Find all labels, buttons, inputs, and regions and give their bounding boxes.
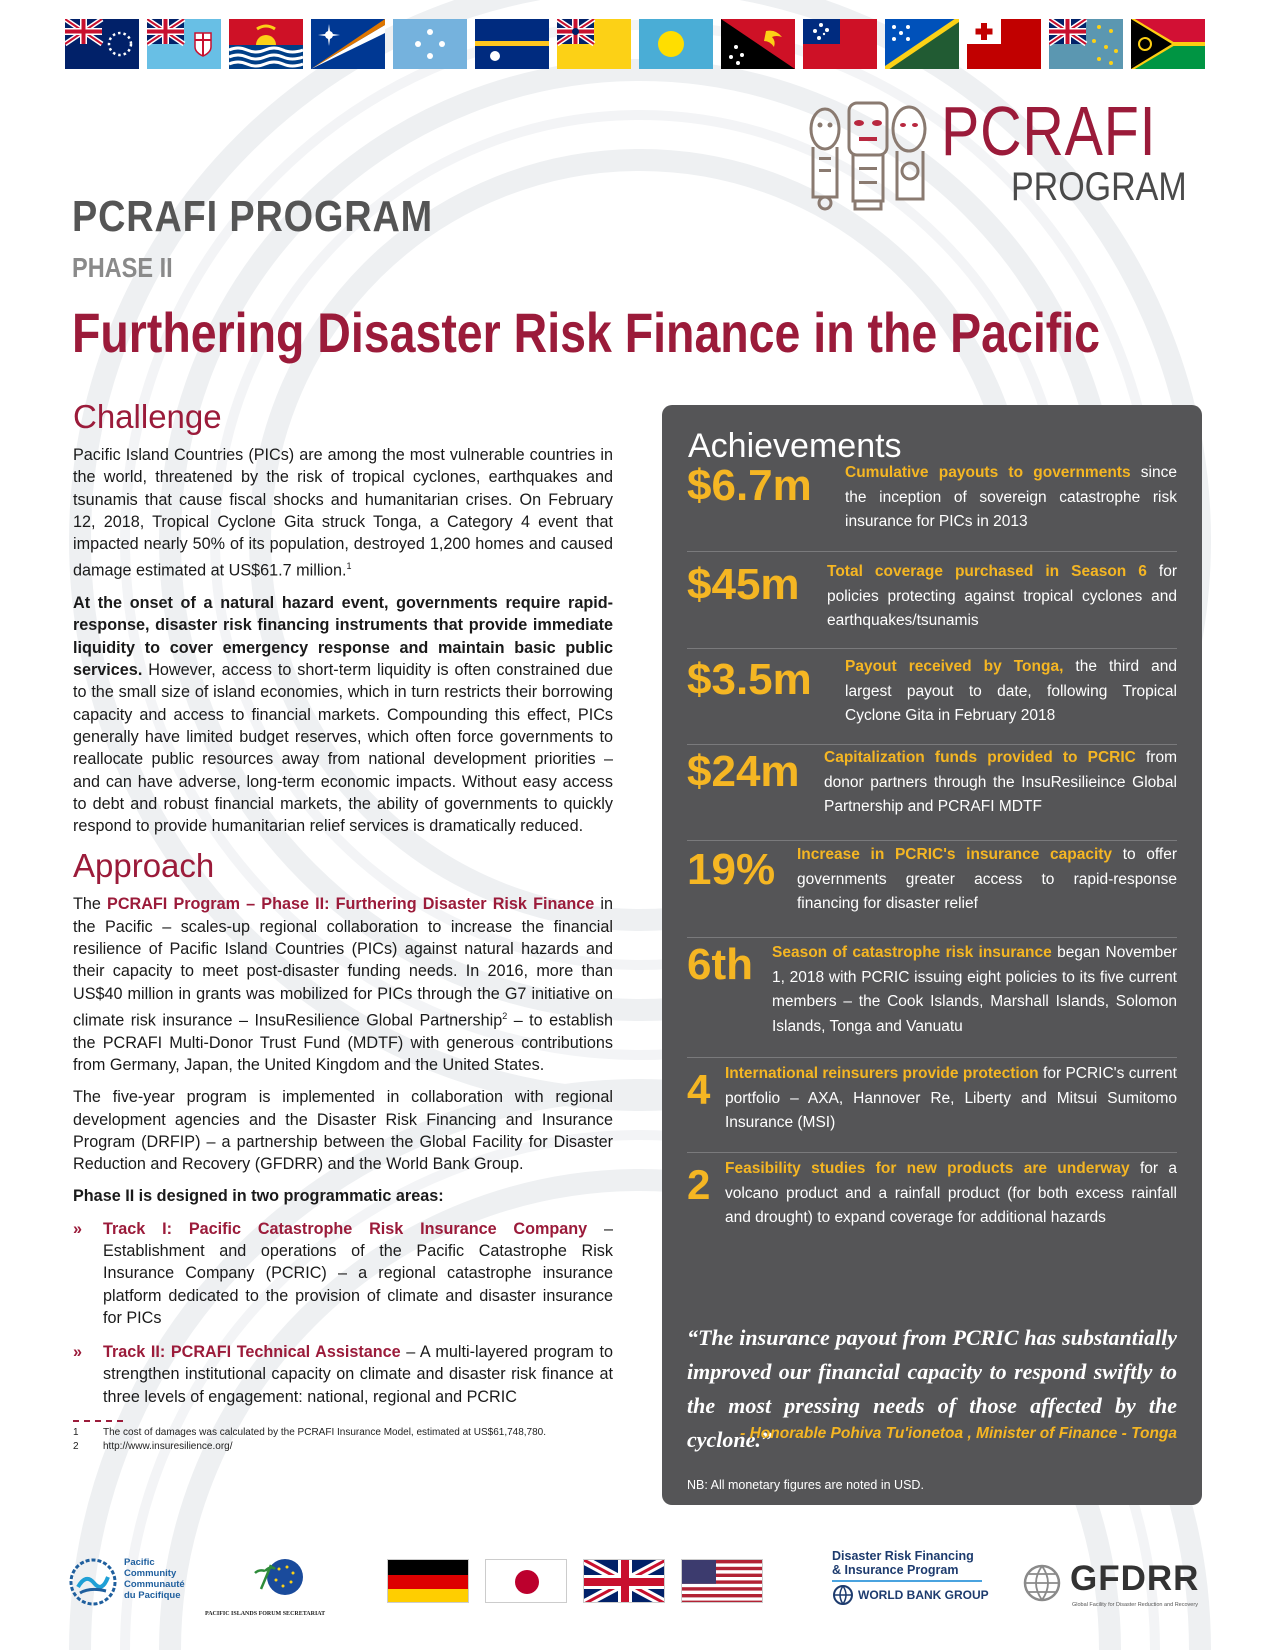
track-list	[73, 1218, 613, 1408]
achievement-item	[687, 455, 1177, 552]
chevron-right-icon: »	[73, 1343, 83, 1362]
challenge-heading: Challenge	[73, 398, 222, 435]
footnote: 1 The cost of damages was calculated by the PCRAFI Insurance Model, estimated at US$61,748,780.	[73, 1427, 547, 1439]
gfdrr-logo: GFDRR Global Facility for Disaster Reduction and Recovery	[1020, 1559, 1210, 1619]
list-item: » Track II: PCRAFI Technical Assistance – A multi-layered program to strengthen institutional capacity on climate and disaster risk finance at three levels of engagement: national, regional and PCRIC	[73, 1343, 613, 1406]
list-item: » Track I: Pacific Catastrophe Risk Insurance Company – Establishment and operations of the Pacific Catastrophe Risk Insurance Company (PCRIC) – a regional catastrophe insurance platform dedicated to the provision of climate and disaster insurance for PICs	[73, 1219, 613, 1327]
pifs-logo: PACIFIC ISLANDS FORUM SECRETARIAT	[205, 1549, 365, 1619]
minister-quote: “The insurance payout from PCRIC has substantially improved our financial capacity to respond swiftly to the most pressing needs of those affected by the cyclone.”	[687, 1325, 1177, 1452]
achievement-item	[687, 1153, 1177, 1248]
achievement-figure: $45m	[687, 560, 800, 609]
flag-samoa	[803, 19, 877, 69]
logo-subtitle: PROGRAM	[1011, 165, 1187, 209]
flag-united-states	[681, 1559, 763, 1603]
mask-carvings-icon	[803, 97, 938, 215]
achievement-figure: $24m	[687, 747, 800, 796]
achievement-text: Payout received by Tonga, the third and largest payout to date, following Tropical Cyclone Gita in February 2018	[845, 658, 1177, 725]
achievements-heading: Achievements	[688, 427, 902, 465]
flag-row	[65, 19, 1210, 69]
flag-niue	[557, 19, 631, 69]
approach-paragraph-2: The five-year program is implemented in collaboration with regional development agencies and the Disaster Risk Financing and Insurance Program (DRFIP) – a partnership between the Global Facility for Disaster Reduction and Recovery (GFDRR) and the World Bank Group.	[73, 1088, 613, 1174]
achievement-text: International reinsurers provide protection for PCRIC's current portfolio – AXA, Hannover Re, Liberty and Mitsui Sumitomo Insurance (MSI)	[725, 1065, 1177, 1132]
achievement-item	[687, 938, 1177, 1058]
flag-united-kingdom	[583, 1559, 665, 1603]
logo-word: PCRAFI	[941, 92, 1157, 170]
achievement-figure: $3.5m	[687, 655, 812, 704]
flag-nauru	[475, 19, 549, 69]
achievement-figure: 4	[687, 1066, 711, 1113]
pcrafi-program-logo	[803, 92, 1213, 215]
approach-paragraph-3: Phase II is designed in two programmatic areas:	[73, 1187, 444, 1206]
left-column	[73, 398, 613, 1454]
achievement-text: Feasibility studies for new products are underway for a volcano product and a rainfall product (for both excess rainfall and drought) to expand coverage for additional hazards	[725, 1160, 1177, 1227]
achievement-text: Capitalization funds provided to PCRIC from donor partners through the InsuResilieince Global Partnership and PCRAFI MDTF	[824, 749, 1177, 816]
achievement-text: Cumulative payouts to governments since the inception of sovereign catastrophe risk insurance for PICs in 2013	[845, 464, 1177, 531]
flag-palau	[639, 19, 713, 69]
approach-paragraph-1: The PCRAFI Program – Phase II: Furthering Disaster Risk Finance in the Pacific – scales-up regional collaboration to increase the financial resilience of Pacific Island Countries (PICs) against natural hazards and their capacity to meet post-disaster funding needs. In 2016, more than US$40 million in grants was mobilized for PICs through the G7 initiative on climate risk insurance – InsuResilience Global Partnership$^2$ – to establish the PCRAFI Multi-Donor Trust Fund (MDTF) with generous contributions from Germany, Japan, the United Kingdom and the United States.	[73, 895, 613, 1074]
world-bank-group-logo: WORLD BANK GROUP	[832, 1588, 992, 1602]
flag-cook-islands	[65, 19, 139, 69]
achievement-text: Increase in PCRIC's insurance capacity to offer governments greater access to rapid-response financing for disaster relief	[797, 846, 1177, 913]
flag-micronesia	[393, 19, 467, 69]
achievement-item	[687, 745, 1177, 841]
flag-tuvalu	[1049, 19, 1123, 69]
achievement-text: Total coverage purchased in Season 6 for policies protecting against tropical cyclones and earthquakes/tsunamis	[827, 563, 1177, 630]
program-highlight: PCRAFI Program – Phase II: Furthering Disaster Risk Finance	[107, 895, 595, 914]
flag-solomon-islands	[885, 19, 959, 69]
achievement-figure: 2	[687, 1161, 711, 1208]
quote-attribution: - Honorable Pohiva Tu'ionetoa , Minister of Finance - Tonga	[740, 1425, 1177, 1442]
flag-tonga	[967, 19, 1041, 69]
achievement-item	[687, 841, 1177, 938]
chevron-right-icon: »	[73, 1219, 83, 1238]
footnote-ref: 1	[346, 561, 352, 572]
footnote-ref: 2	[502, 1010, 508, 1021]
partner-logos	[0, 1545, 1275, 1625]
achievement-item	[687, 1058, 1177, 1153]
pacific-community-logo: Pacific Community Communauté du Pacifique	[68, 1557, 198, 1613]
achievement-item	[687, 552, 1177, 649]
pacific-community-icon	[68, 1557, 118, 1607]
pifs-emblem-icon	[253, 1549, 313, 1605]
challenge-paragraph-1: Pacific Island Countries (PICs) are among the most vulnerable countries in the world, threatened by the risk of tropical cyclones, earthquakes and tsunamis that cause fiscal shocks and humanitarian crises. On February 12, 2018, Tropical Cyclone Gita struck Tonga, a Category 4 event that impacted nearly 50% of its population, destroyed 1,200 homes and caused damage estimated at US$61.7 million.$^1$	[73, 446, 613, 580]
flag-kiribati	[229, 19, 303, 69]
flag-japan	[485, 1559, 567, 1603]
flag-germany	[387, 1559, 469, 1603]
approach-heading: Approach	[73, 847, 215, 885]
flag-papua-new-guinea	[721, 19, 795, 69]
drfip-logo: Disaster Risk Financing & Insurance Program WORLD BANK GROUP	[832, 1549, 992, 1621]
flag-vanuatu	[1131, 19, 1205, 69]
globe-icon	[1022, 1563, 1062, 1603]
flag-marshall-islands	[311, 19, 385, 69]
achievement-item	[687, 649, 1177, 745]
achievement-figure: 19%	[687, 845, 776, 894]
program-title: PCRAFI PROGRAM	[72, 192, 434, 241]
phase-label: PHASE II	[72, 252, 173, 283]
footnote: 2 http://www.insuresilience.org/	[73, 1441, 233, 1453]
footnote-divider	[73, 1420, 123, 1422]
challenge-paragraph-2: At the onset of a natural hazard event, governments require rapid-response, disaster risk financing instruments that provide immediate liquidity to cover emergency response and maintain basic public services. However, access to short-term liquidity is often constrained due to the small size of island economies, which in turn restricts their borrowing capacity and access to financial markets. Compounding this effect, PICs generally have limited budget reserves, which often force governments to reallocate public resources away from national development priorities – and can have adverse, long-term economic impacts. Without easy access to debt and robust financial markets, the ability of governments to quickly respond to provide humanitarian relief services is dramatically reduced.	[73, 594, 613, 836]
achievement-figure: 6th	[687, 940, 753, 989]
flag-fiji	[147, 19, 221, 69]
globe-icon	[832, 1584, 854, 1606]
main-title: Furthering Disaster Risk Finance in the Pacific	[72, 301, 1101, 364]
achievement-figure: $6.7m	[687, 461, 812, 510]
achievements-panel	[662, 405, 1202, 1505]
achievement-text: Season of catastrophe risk insurance began November 1, 2018 with PCRIC issuing eight policies to its five current members – the Cook Islands, Marshall Islands, Solomon Islands, Tonga and Vanuatu	[772, 944, 1178, 1035]
currency-note: NB: All monetary figures are noted in USD.	[687, 1478, 924, 1492]
